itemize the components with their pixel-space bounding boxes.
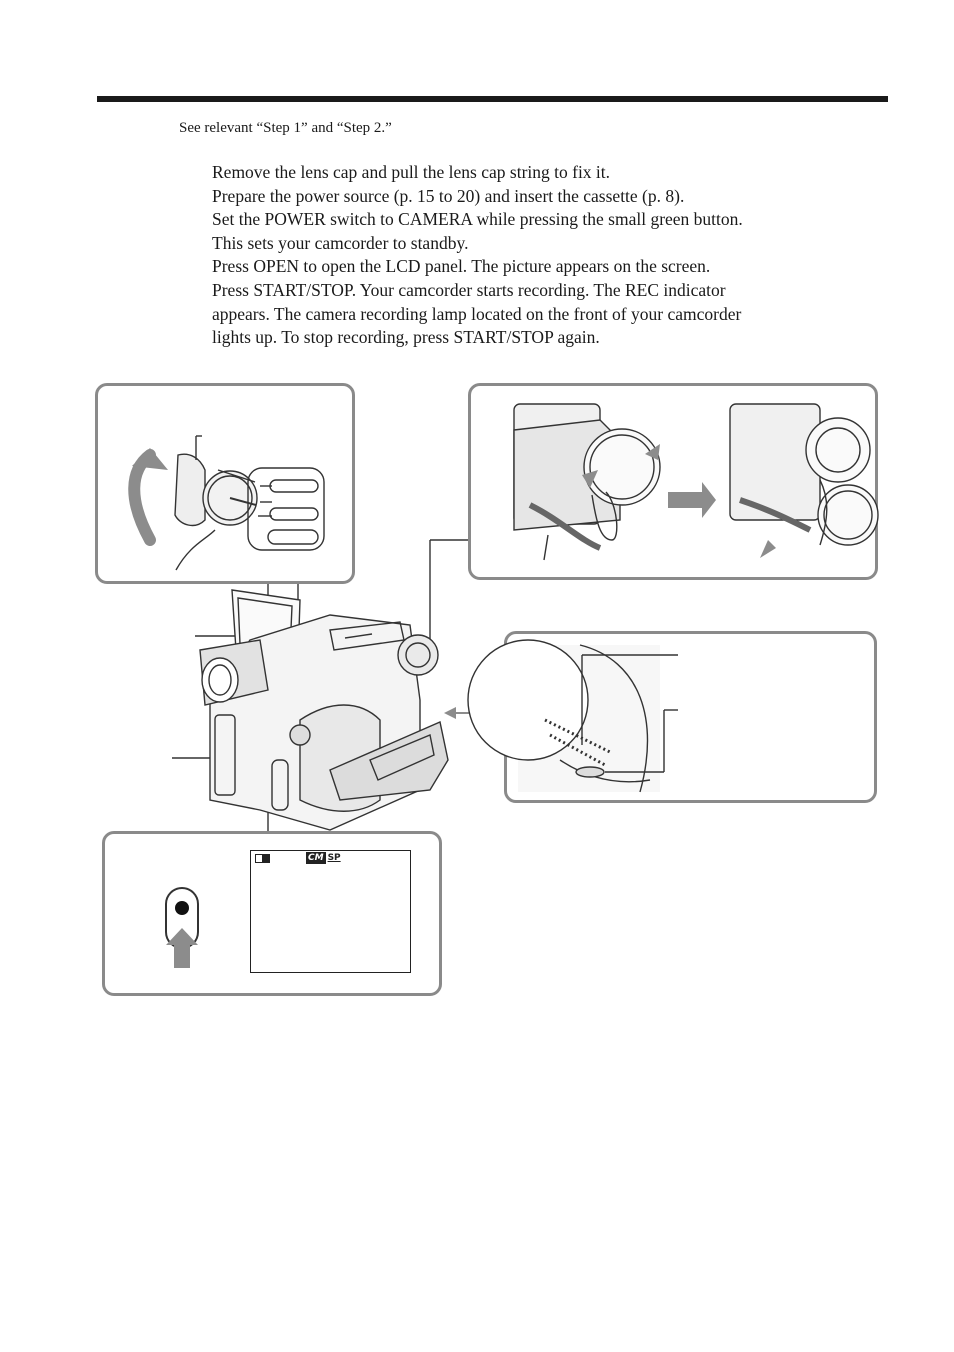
lens-cap-icon [514,404,878,560]
lcd-indicators [306,852,341,864]
step-line: Prepare the power source (p. 15 to 20) and insert the cassette (p. 8). [212,185,685,206]
battery-icon [255,854,270,863]
camera-recording-lamp-icon [468,640,678,792]
camcorder-body [200,590,448,830]
step-line: Press START/STOP. Your camcorder starts recording. The REC indicator [212,279,726,300]
power-switch-icon [132,436,324,570]
tape-mode-indicator: SP [327,853,341,863]
step-line: This sets your camcorder to standby. [212,232,469,253]
cassette-indicator: CM [308,853,324,863]
step-line: appears. The camera recording lamp located on the front of your camcorder [212,303,742,324]
intro-text: See relevant “Step 1” and “Step 2.” [179,120,392,136]
step-line: Remove the lens cap and pull the lens cap string to fix it. [212,162,611,182]
step-line: Press OPEN to open the LCD panel. The picture appears on the screen. [212,256,711,277]
start-stop-button-icon [166,888,198,968]
lcd-screen [250,850,411,973]
step-line: lights up. To stop recording, press START/STOP again. [212,327,600,348]
step-line: Set the POWER switch to CAMERA while pressing the small green button. [212,209,743,230]
